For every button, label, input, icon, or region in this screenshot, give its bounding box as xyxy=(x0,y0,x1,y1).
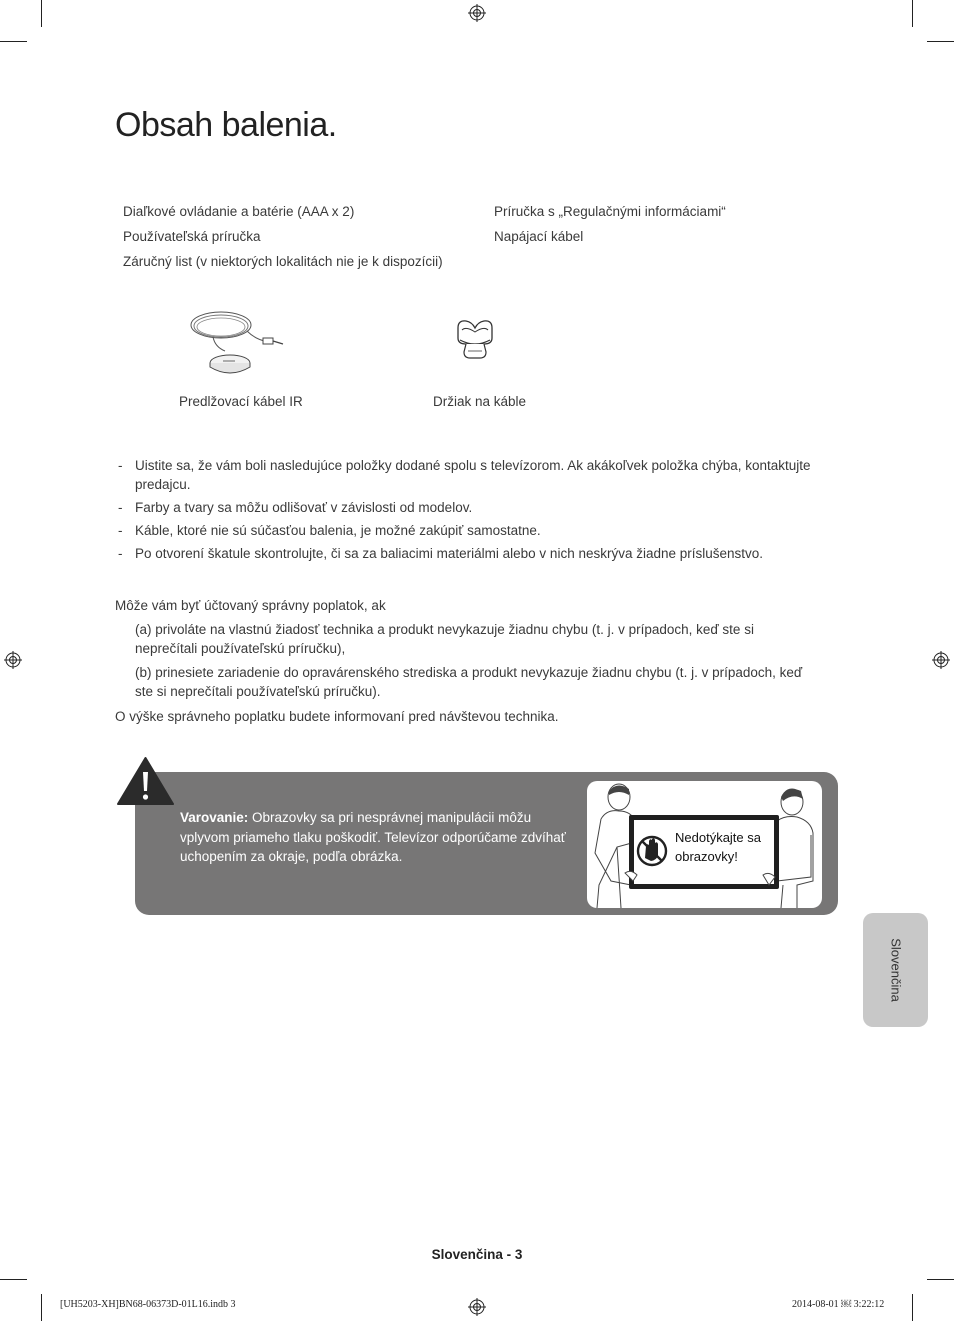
warning-icon xyxy=(116,756,175,806)
print-file-info: [UH5203-XH]BN68-06373D-01L16.indb 3 xyxy=(60,1299,236,1310)
warning-text: Varovanie: Obrazovky sa pri nesprávnej manipulácii môžu vplyvom priameho tlaku poškodiť. Televízor odporúčame zdvíhať uchopením za okraje, podľa obrázka. xyxy=(180,810,566,864)
ir-extender-cable-icon xyxy=(185,303,290,383)
notes-list xyxy=(115,456,815,567)
page-number: Slovenčina - 3 xyxy=(431,1247,523,1262)
registration-mark-icon xyxy=(468,4,486,22)
list-item: - Uistite sa, že vám boli nasledujúce položky dodané spolu s televízorom. Ak akákoľvek položka chýba, kontaktujte predajcu. xyxy=(118,458,811,492)
crop-mark xyxy=(912,0,913,27)
crop-mark xyxy=(41,1294,42,1321)
language-side-tab-label: Slovenčina xyxy=(888,938,903,1002)
package-item: Príručka s „Regulačnými informáciami“ xyxy=(494,204,726,219)
registration-mark-icon xyxy=(468,1298,486,1316)
registration-mark-icon xyxy=(4,651,22,669)
crop-mark xyxy=(927,1279,954,1280)
list-item: - Káble, ktoré nie sú súčasťou balenia, je možné zakúpiť samostatne. xyxy=(118,523,541,538)
registration-mark-icon xyxy=(932,651,950,669)
fee-case-b: (b) prinesiete zariadenie do opravárenského strediska a produkt nevykazuje žiadnu chybu (t. j. v prípadoch, keď ste si neprečítali používateľskú príručku). xyxy=(135,665,803,699)
list-item: - Po otvorení škatule skontrolujte, či sa za baliacimi materiálmi alebo v nich neskrýva žiadne príslušenstvo. xyxy=(118,546,764,561)
package-item: Napájací kábel xyxy=(494,229,584,244)
warning-label: Varovanie: xyxy=(180,810,249,825)
list-item: - Farby a tvary sa môžu odlišovať v závislosti od modelov. xyxy=(118,500,473,515)
package-item: Používateľská príručka xyxy=(123,229,261,244)
page-title: Obsah balenia. xyxy=(115,106,337,144)
language-side-tab xyxy=(863,913,928,1027)
crop-mark xyxy=(912,1294,913,1321)
package-item: Záručný list (v niektorých lokalitách nie je k dispozícii) xyxy=(123,254,443,269)
fee-outro: O výške správneho poplatku budete informovaní pred návštevou technika. xyxy=(115,709,559,724)
crop-mark xyxy=(41,0,42,27)
crop-mark xyxy=(0,1279,27,1280)
print-timestamp: 2014-08-01 ￼ 3:22:12 xyxy=(792,1299,885,1310)
crop-mark xyxy=(927,41,954,42)
tv-handling-illustration xyxy=(587,781,822,908)
fee-intro: Môže vám byť účtovaný správny poplatok, ak xyxy=(115,598,386,613)
fee-case-a: (a) privoláte na vlastnú žiadosť technika a produkt nevykazuje žiadnu chybu (t. j. v prípadoch, keď ste si neprečítali používateľskú príručku), xyxy=(135,622,754,656)
screen-label: Nedotýkajte sa obrazovky! xyxy=(675,830,761,864)
crop-mark xyxy=(0,41,27,42)
cable-holder-icon xyxy=(450,318,500,364)
figure-caption: Predlžovací kábel IR xyxy=(179,394,303,409)
figure-caption: Držiak na káble xyxy=(433,394,527,409)
package-item: Diaľkové ovládanie a batérie (AAA x 2) xyxy=(123,204,355,219)
